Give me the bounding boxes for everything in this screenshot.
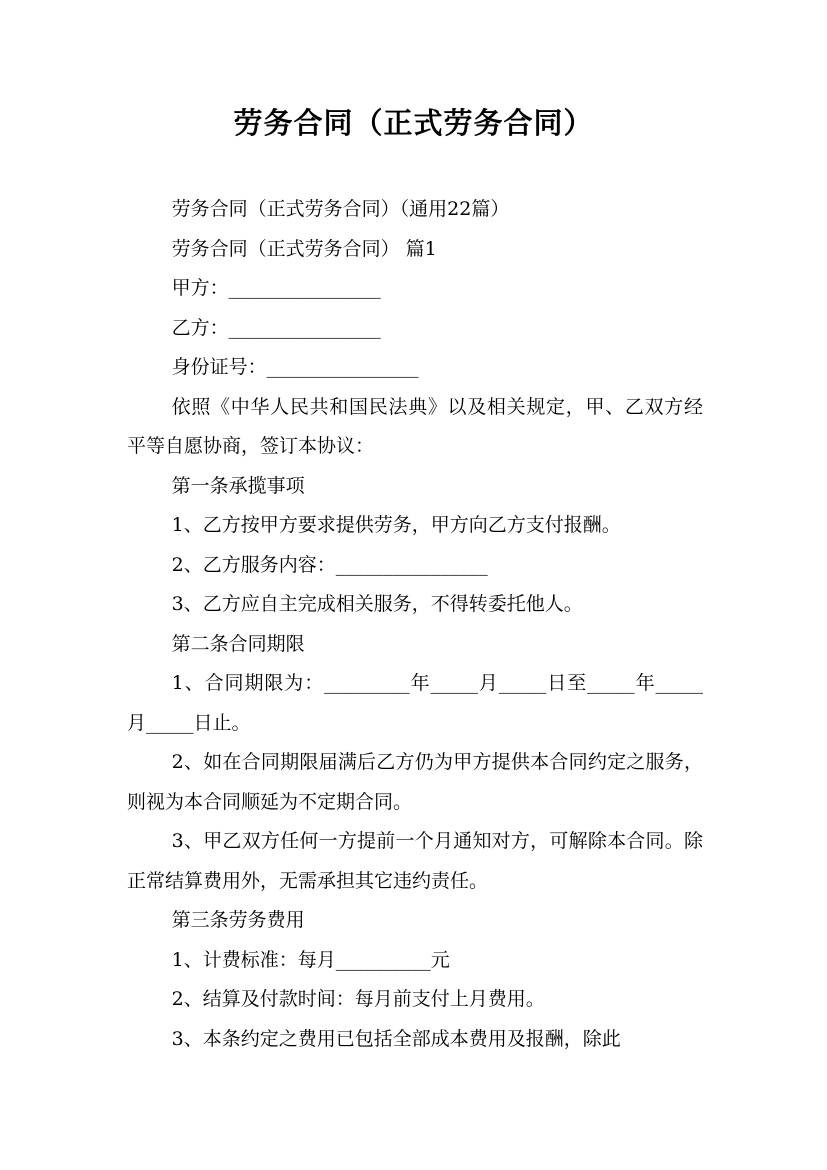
paragraph-preamble: 依照《中华人民共和国民法典》以及相关规定，甲、乙双方经平等自愿协商，签订本协议：	[127, 395, 703, 457]
paragraph-article-2-item-3: 3、甲乙双方任何一方提前一个月通知对方，可解除本合同。除正常结算费用外，无需承担其它违约责任。	[127, 830, 703, 892]
paragraph-article-2-item-2: 2、如在合同期限届满后乙方仍为甲方提供本合同约定之服务，则视为本合同顺延为不定期合同。	[127, 751, 703, 813]
paragraph-article-1-item-3: 3、乙方应自主完成相关服务，不得转委托他人。	[171, 593, 583, 615]
paragraph-id-number: 身份证号：________________	[171, 356, 419, 378]
paragraph-article-2-item-1: 1、合同期限为：_________年_____月_____日至_____年_____月_____日止。	[127, 672, 703, 734]
paragraph-article-1-item-1: 1、乙方按甲方要求提供劳务，甲方向乙方支付报酬。	[171, 514, 621, 536]
paragraph-article-1-heading: 第一条承揽事项	[171, 474, 305, 497]
document-title: 劳务合同（正式劳务合同）	[233, 106, 594, 140]
document-body	[127, 190, 703, 1059]
paragraph-article-1-item-2: 2、乙方服务内容：________________	[171, 553, 488, 576]
paragraph-article-2-heading: 第二条合同期限	[171, 632, 305, 655]
paragraph-article-3-item-2: 2、结算及付款时间：每月前支付上月费用。	[171, 988, 545, 1010]
paragraph-part-heading: 劳务合同（正式劳务合同） 篇1	[171, 237, 437, 260]
paragraph-article-3-item-3: 3、本条约定之费用已包括全部成本费用及报酬，除此	[171, 1027, 621, 1050]
paragraph-article-3-heading: 第三条劳务费用	[171, 909, 305, 931]
paragraph-article-3-item-1: 1、计费标准：每月__________元	[171, 948, 450, 971]
paragraph-party-a: 甲方：________________	[171, 277, 381, 299]
paragraph-subtitle: 劳务合同（正式劳务合同）（通用22篇）	[171, 198, 510, 220]
paragraph-party-b: 乙方：________________	[171, 316, 381, 339]
